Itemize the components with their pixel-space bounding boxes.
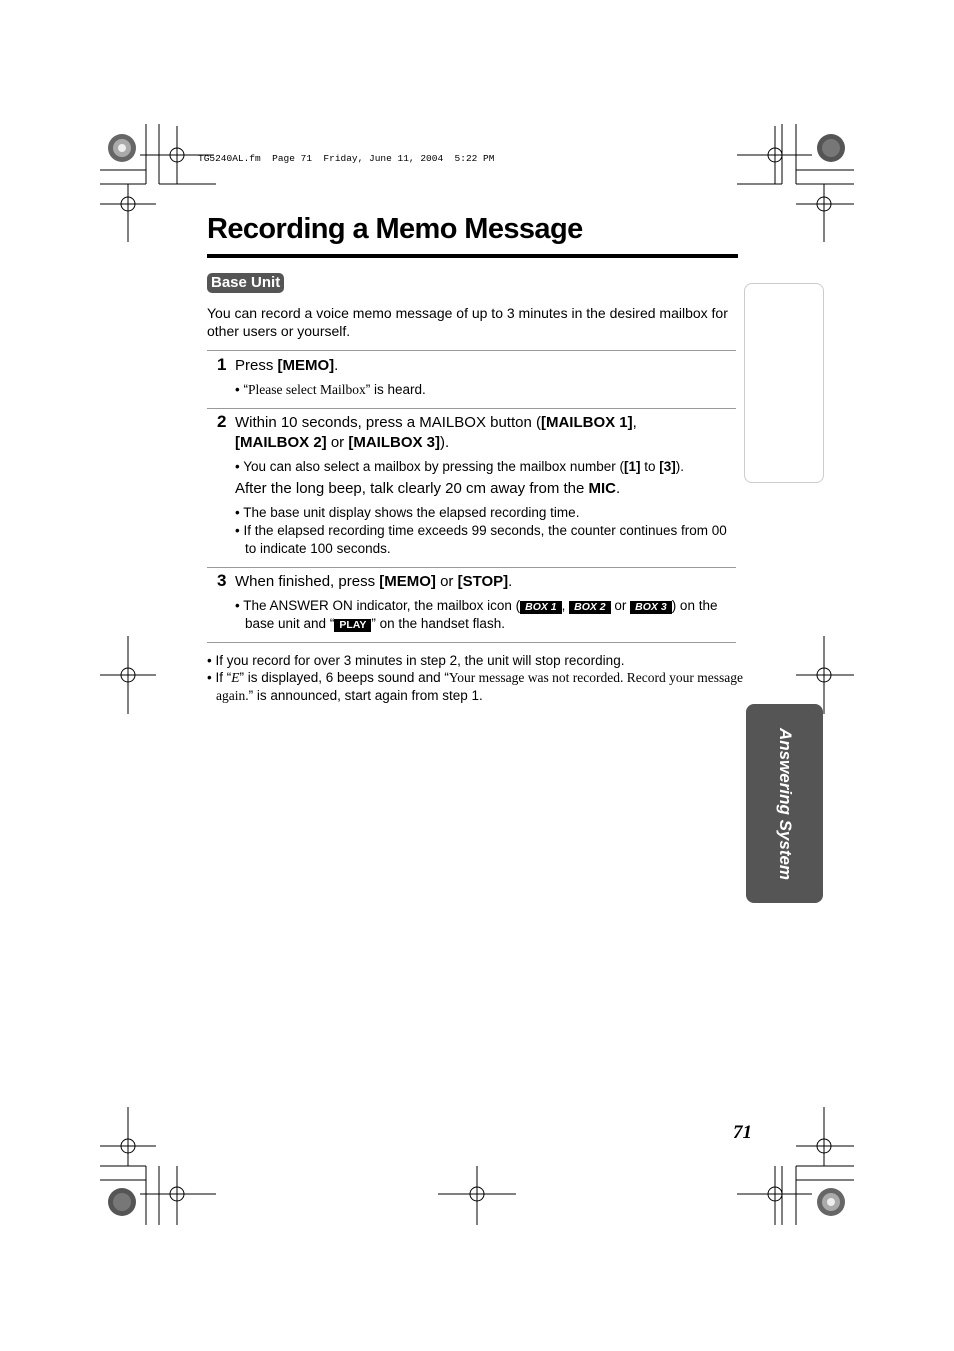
side-tab-answering-system bbox=[746, 704, 823, 903]
memo-key: [MEMO] bbox=[277, 357, 335, 374]
step-3-bullet: • The ANSWER ON indicator, the mailbox icon ( BOX 1 , BOX 2 or BOX 3 ) on the base unit and “ PLAY ” on the handset flash. bbox=[235, 598, 718, 631]
play-icon: PLAY bbox=[334, 619, 371, 632]
voice-prompt: Your message was not recorded. Record your message again. bbox=[216, 670, 743, 703]
step-2-bullet-3: • If the elapsed recording time exceeds 99 seconds, the counter continues from 00 to indicate 100 seconds. bbox=[235, 523, 727, 556]
divider bbox=[207, 567, 736, 568]
page-number: 71 bbox=[733, 1122, 752, 1143]
step-2-bullet-2: • The base unit display shows the elapsed recording time. bbox=[235, 505, 580, 520]
print-slug: TG5240AL.fm Page 71 Friday, June 11, 2004 5:22 PM bbox=[198, 153, 495, 164]
divider bbox=[207, 642, 736, 643]
page-title: Recording a Memo Message bbox=[207, 213, 583, 245]
note-1: • If you record for over 3 minutes in step 2, the unit will stop recording. bbox=[207, 653, 625, 668]
side-tab-label: Answering System bbox=[775, 727, 795, 880]
box1-icon: BOX 1 bbox=[520, 601, 562, 614]
title-underline bbox=[207, 254, 738, 258]
base-unit-badge: Base Unit bbox=[207, 273, 284, 293]
step-2-instruction: After the long beep, talk clearly 20 cm away from the MIC. bbox=[235, 480, 621, 497]
box2-icon: BOX 2 bbox=[569, 601, 611, 614]
step-3-text: When finished, press [MEMO] or [STOP]. bbox=[235, 573, 513, 590]
step-2-bullet-1: • You can also select a mailbox by pressing the mailbox number ([1] to [3]). bbox=[235, 459, 684, 474]
intro-paragraph: You can record a voice memo message of up to 3 minutes in the desired mailbox for other users or yourself. bbox=[207, 305, 728, 339]
step-1-bullet: • “Please select Mailbox” is heard. bbox=[235, 382, 426, 397]
divider bbox=[207, 408, 736, 409]
step-2-text: Within 10 seconds, press a MAILBOX button ([MAILBOX 1], [MAILBOX 2] or [MAILBOX 3]). bbox=[235, 414, 637, 451]
step-1-text: Press [MEMO]. bbox=[235, 357, 339, 374]
voice-prompt: Please select Mailbox bbox=[248, 382, 366, 397]
step-2-number: 2 bbox=[217, 412, 227, 431]
divider bbox=[207, 350, 736, 351]
box3-icon: BOX 3 bbox=[630, 601, 672, 614]
note-2: • If “E” is displayed, 6 beeps sound and “Your message was not recorded. Record your message again.” is announced, start again from step 1. bbox=[207, 670, 743, 703]
side-tab-empty bbox=[744, 283, 824, 483]
error-symbol: E bbox=[231, 670, 240, 685]
step-1-number: 1 bbox=[217, 355, 227, 374]
step-3-number: 3 bbox=[217, 571, 227, 590]
